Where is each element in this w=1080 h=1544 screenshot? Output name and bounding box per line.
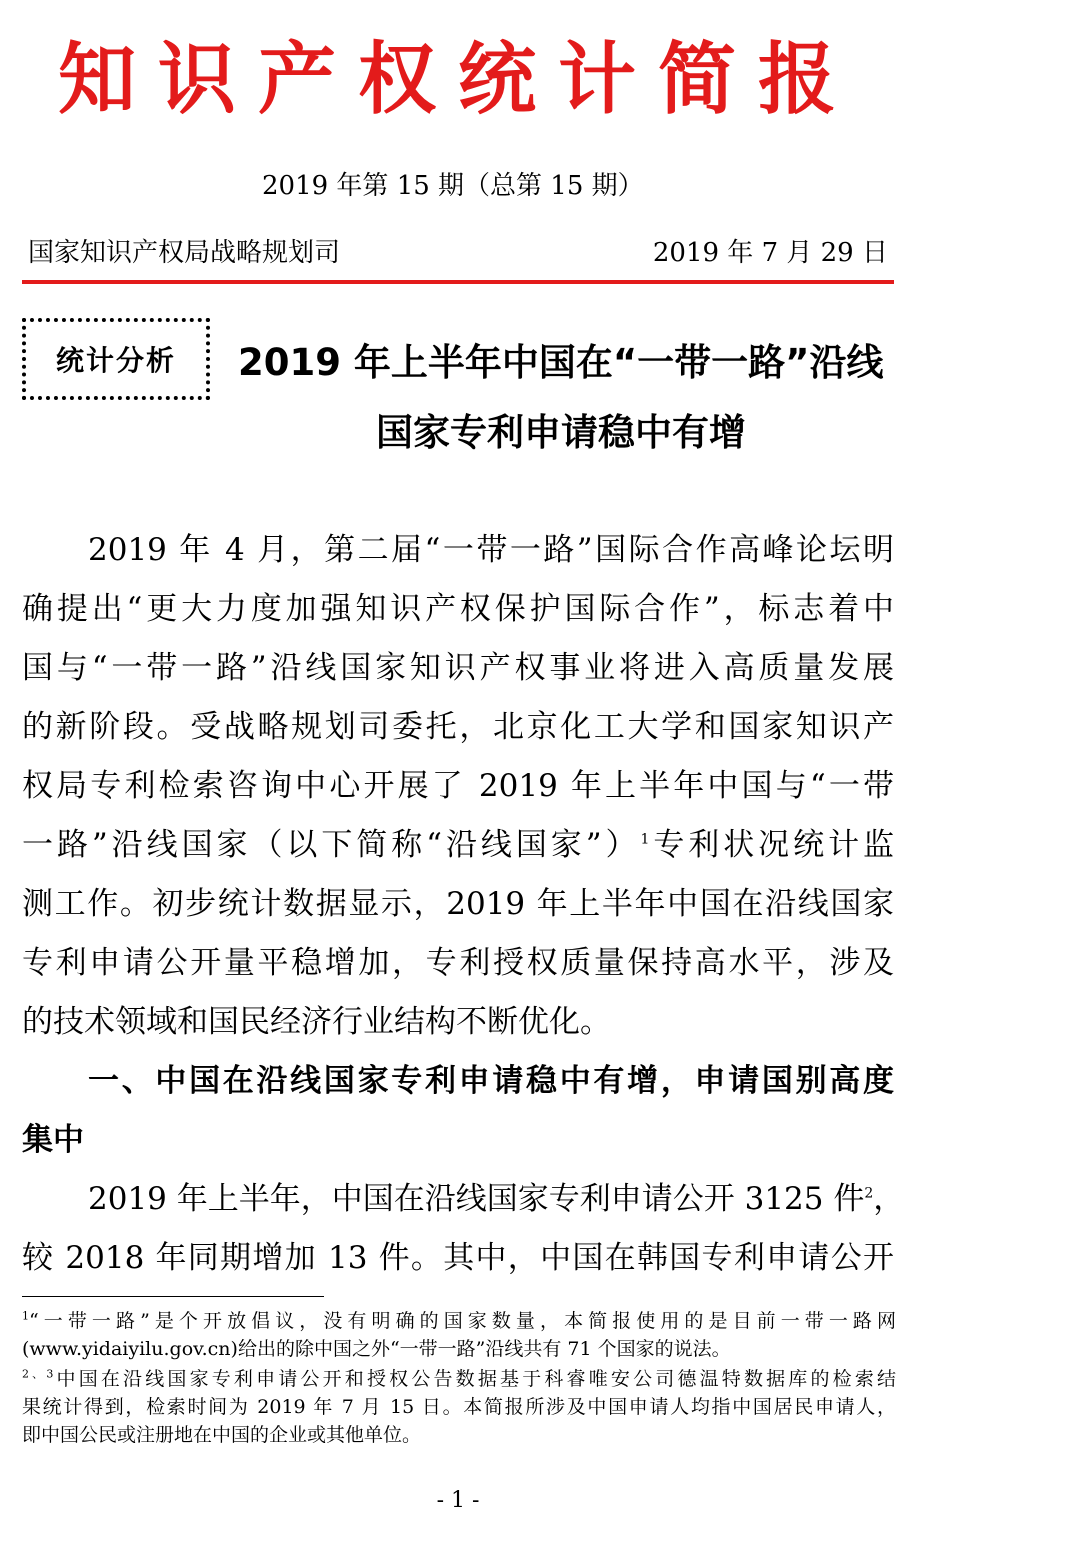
footnote-ref-1: 1 — [640, 831, 650, 848]
footnote-2-3-cont: 即中国公民或注册地在中国的企业或其他单位。 — [22, 1424, 422, 1446]
footnote-2-3 — [22, 1366, 896, 1392]
footnote-ref-2: 2 — [864, 1185, 874, 1202]
footnote-divider — [22, 1296, 324, 1297]
issuing-department: 国家知识产权局战略规划司 — [28, 238, 341, 268]
body-text: ， — [873, 1181, 905, 1217]
page-number: - 1 - — [436, 1488, 480, 1513]
footnote-mark: 1 — [22, 1309, 29, 1323]
body-line: 权局专利检索咨询中心开展了 2019 年上半年中国与“一带 — [22, 768, 894, 804]
body-line — [88, 1179, 905, 1219]
body-line: 的新阶段。受战略规划司委托，北京化工大学和国家知识产 — [22, 709, 894, 745]
body-line: 确提出“更大力度加强知识产权保护国际合作”，标志着中 — [22, 591, 894, 627]
body-line: 测工作。初步统计数据显示，2019 年上半年中国在沿线国家 — [22, 886, 894, 922]
footnote-2-3-cont: 果统计得到，检索时间为 2019 年 7 月 15 日。本简报所涉及中国申请人均指中国居民申请人， — [22, 1396, 896, 1418]
footnote-1-cont: (www.yidaiyilu.gov.cn)给出的除中国之外“一带一路”沿线共有 71 个国家的说法。 — [22, 1338, 731, 1360]
body-line: 较 2018 年同期增加 13 件。其中，中国在韩国专利申请公开 — [22, 1240, 894, 1276]
body-line — [22, 825, 894, 865]
body-line: 专利申请公开量平稳增加，专利授权质量保持高水平，涉及 — [22, 945, 894, 981]
footnote-text: 中国在沿线国家专利申请公开和授权公告数据基于科睿唯安公司德温特数据库的检索结 — [53, 1368, 896, 1390]
body-line: 的技术领域和国民经济行业结构不断优化。 — [22, 1004, 611, 1040]
article-title-line-2: 国家专利申请稳中有增 — [376, 411, 746, 454]
footnote-1 — [22, 1308, 896, 1334]
issue-number: 2019 年第 15 期（总第 15 期） — [262, 171, 644, 201]
section-tag-label: 统计分析 — [55, 344, 176, 377]
body-line: 国与“一带一路”沿线国家知识产权事业将进入高质量发展 — [22, 650, 894, 686]
red-divider — [22, 280, 894, 284]
footnote-mark: 2、3 — [22, 1367, 54, 1381]
body-line: 2019 年 4 月，第二届“一带一路”国际合作高峰论坛明 — [88, 532, 894, 568]
section-tag — [22, 318, 210, 400]
issue-date: 2019 年 7 月 29 日 — [652, 238, 888, 268]
masthead-title: 知识产权统计简报 — [58, 35, 859, 125]
body-text: 一路”沿线国家（以下简称“沿线国家”） — [22, 827, 641, 863]
section-heading: 一、中国在沿线国家专利申请稳中有增，申请国别高度 — [88, 1063, 894, 1099]
body-text: 专利状况统计监 — [649, 827, 895, 863]
footnote-text: “一带一路”是个开放倡议，没有明确的国家数量，本简报使用的是目前一带一路网 — [29, 1310, 896, 1332]
section-heading: 集中 — [22, 1122, 84, 1158]
body-text: 2019 年上半年，中国在沿线国家专利申请公开 3125 件 — [88, 1181, 865, 1217]
article-title-line-1: 2019 年上半年中国在“一带一路”沿线 — [238, 341, 884, 384]
